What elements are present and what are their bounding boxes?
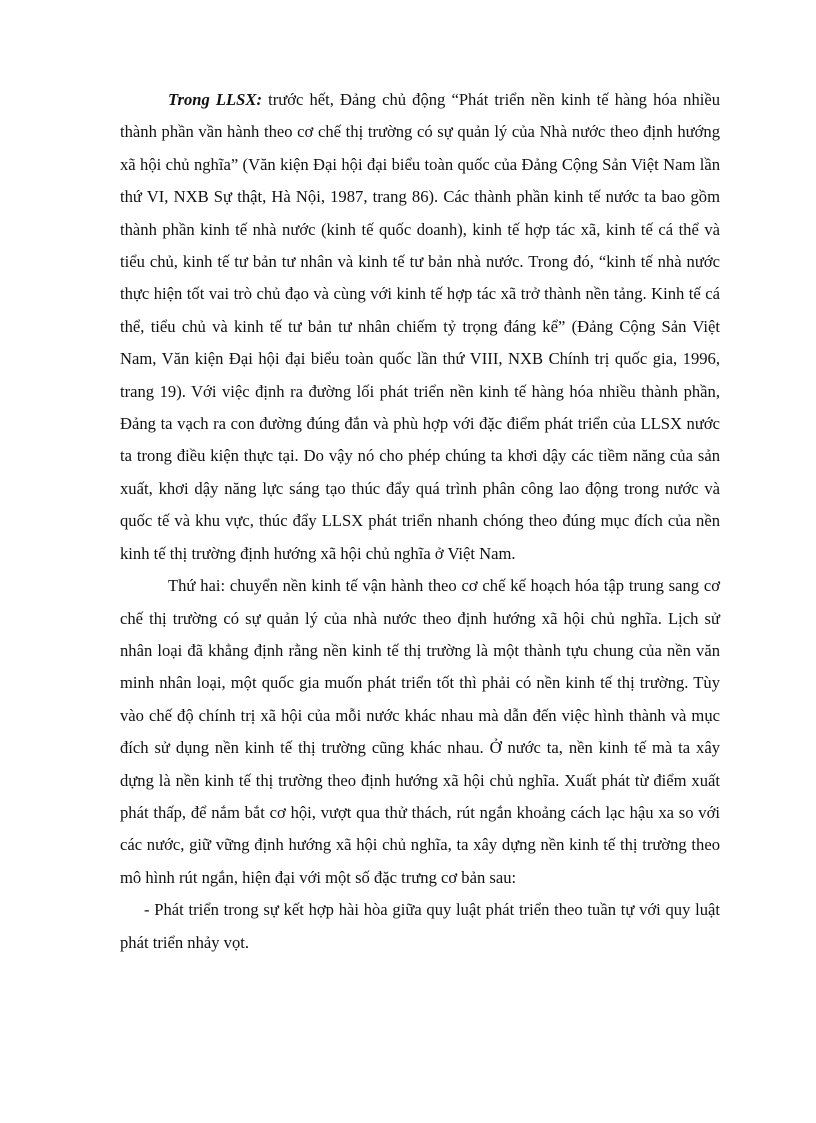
document-page	[120, 84, 720, 959]
paragraph-bullet	[120, 894, 720, 959]
paragraph-thu-hai	[120, 570, 720, 894]
paragraph-body: - Phát triển trong sự kết hợp hài hòa giữa quy luật phát triển theo tuần tự với quy luật phát triển nhảy vọt.	[120, 900, 720, 952]
paragraph-lead: Trong LLSX:	[168, 90, 263, 109]
paragraph-body: trước hết, Đảng chủ động “Phát triển nền kinh tế hàng hóa nhiều thành phần vần hành theo cơ chế thị trường có sự quản lý của Nhà nước theo định hướng xã hội chủ nghĩa” (Văn kiện Đại hội đại biểu toàn quốc của Đảng Cộng Sản Việt Nam lần thứ VI, NXB Sự thật, Hà Nội, 1987, trang 86). Các thành phần kinh tế nước ta bao gồm thành phần kinh tế nhà nước (kinh tế quốc doanh), kinh tế hợp tác xã, kinh tế cá thể và tiểu chủ, kinh tế tư bản tư nhân và kinh tế tư bản nhà nước. Trong đó, “kinh tế nhà nước thực hiện tốt vai trò chủ đạo và cùng với kinh tế hợp tác xã trở thành nền tảng. Kinh tế cá thể, tiểu chủ và kinh tế tư bản tư nhân chiếm tỷ trọng đáng kể” (Đảng Cộng Sản Việt Nam, Văn kiện Đại hội đại biểu toàn quốc lần thứ VIII, NXB Chính trị quốc gia, 1996, trang 19). Với việc định ra đường lối phát triển nền kinh tế hàng hóa nhiều thành phần, Đảng ta vạch ra con đường đúng đắn và phù hợp với đặc điểm phát triển của LLSX nước ta trong điều kiện thực tại. Do vậy nó cho phép chúng ta khơi dậy các tiềm năng của sản xuất, khơi dậy năng lực sáng tạo thúc đẩy quá trình phân công lao động trong nước và quốc tế và khu vực, thúc đẩy LLSX phát triển nhanh chóng theo đúng mục đích của nền kinh tế thị trường định hướng xã hội chủ nghĩa ở Việt Nam.	[120, 90, 721, 563]
paragraph-body: Thứ hai: chuyển nền kinh tế vận hành theo cơ chế kế hoạch hóa tập trung sang cơ chế thị trường có sự quản lý của nhà nước theo định hướng xã hội chủ nghĩa. Lịch sử nhân loại đã khẳng định rằng nền kinh tế thị trường là một thành tựu chung của nền văn minh nhân loại, một quốc gia muốn phát triển tốt thì phải có nền kinh tế thị trường. Tùy vào chế độ chính trị xã hội của mỗi nước khác nhau mà dẫn đến việc hình thành và mục đích sử dụng nền kinh tế thị trường cũng khác nhau. Ở nước ta, nền kinh tế mà ta xây dựng là nền kinh tế thị trường theo định hướng xã hội chủ nghĩa. Xuất phát từ điểm xuất phát thấp, để nắm bắt cơ hội, vượt qua thử thách, rút ngắn khoảng cách lạc hậu xa so với các nước, giữ vững định hướng xã hội chủ nghĩa, ta xây dựng nền kinh tế thị trường theo mô hình rút ngắn, hiện đại với một số đặc trưng cơ bản sau:	[120, 576, 720, 887]
paragraph-llsx	[120, 84, 720, 570]
